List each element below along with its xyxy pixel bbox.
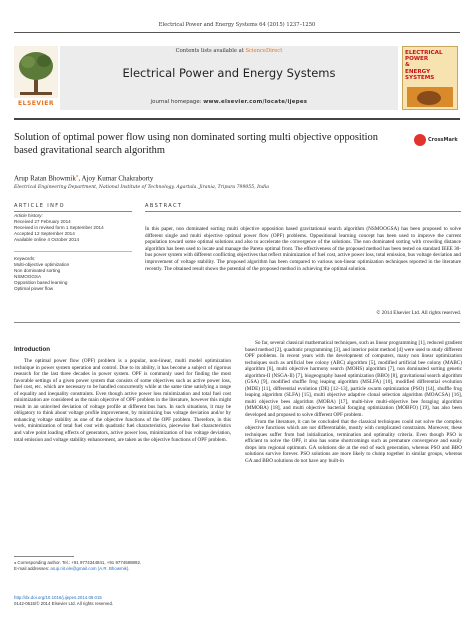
corresponding-author-mark[interactable]: ⁎ xyxy=(75,174,79,179)
corresponding-author-note: ⁎ Corresponding author. Tel.: +91 9774344841, +91 9774598892. xyxy=(14,560,142,565)
contents-prefix: Contents lists available at xyxy=(175,48,244,54)
header-rule xyxy=(14,118,460,120)
author-list xyxy=(14,173,153,182)
footnote xyxy=(14,560,234,571)
author-separator: , xyxy=(78,174,81,183)
keyword: NSMOOGSA xyxy=(14,274,42,279)
abstract-copyright: © 2014 Elsevier Ltd. All rights reserved. xyxy=(376,310,461,316)
abstract-text: In this paper, non dominated sorting multi objective opposition based gravitational search algorithm (NSMOOGSA) has been proposed to solve different single and multi objective optimal power flow (OPF) problems. Oppositional learning concept has been used to improve the current population toward some optimal solutions and also to accelerate the convergence of the solutions. The non dominated sorting with crowding distance algorithm has been used to locate and manage the Pareto optimal front. The effectiveness of the proposed method has been tested on standard IEEE 30-bus power system with different conflicting objectives that reflect minimization of fuel cost, active power loss, total emission, bus voltage deviation and improvement of voltage stability. The proposed algorithm has been compared to various non-linear optimization techniques reported in the literature recently. The obtained result shows the potential of the proposed method in achieving the optimal solution. xyxy=(145,226,461,272)
introduction-paragraph: From the literature, it can be concluded that the classical techniques could not solve the complex objective functions which are not differentiable, mostly with complicated constraints. Moreover, these techniques suffer from bad initialization, termination and optimality criteria. Even though PSO is efficient to solve the OPF, it also has some shortcomings such as premature convergence and easily drops into regional optimum. GA solutions die at the end of each generation, whereas PSO and BBO solutions survive forever. PSO solutions are more likely to clump together in similar groups, whereas GA and BBO solutions do not have any built-in xyxy=(245,418,462,464)
doi-link[interactable]: http://dx.doi.org/10.1016/j.ijepes.2014.09.015 xyxy=(14,595,102,600)
abstract-bottom-rule xyxy=(14,322,460,323)
homepage-label: journal homepage: xyxy=(150,99,202,105)
contents-available xyxy=(60,48,398,54)
article-info-heading: ARTICLE INFO xyxy=(14,203,65,209)
abstract-heading: ABSTRACT xyxy=(145,203,183,209)
history-item: Accepted 12 September 2014 xyxy=(14,231,75,236)
introduction-paragraph: So far, several classical mathematical techniques, such as linear programming [1], reduced gradient based method [2], quadratic programming [3], and interior point method [4] were used to study different OPF problems. In recent years with the development of computers, many non linear optimization techniques such as artificial bee colony (ABC) algorithm [5], modified artificial bee colony (MABC) algorithm [6], multi objective harmony search (MOHS) algorithm [7], non dominated sorting genetic algorithm-II (NSGA-II) [7], biogeography based optimization (BBO) [8], gravitational search algorithm (GSA) [9], modified shuffle frog leaping algorithm (MSLFA) [10], modified differential evolution (MDE) [11], differential evolution (DE) [12–13], particle swarm optimization (PSO) [14], shuffle frog leaping algorithm (SLFA) [15], multi objective adaptive clonal selection algorithm (MOACSA) [16], multi objective bees algorithm (MOBA) [17], multi-hive multi-objective bee foraging algorithm (MMOBA) [18], and multi objective bacterial foraging optimization (MOBFO) [19], has also been developed and proposed to solve different OPF problem. xyxy=(245,340,462,419)
keywords-label: Keywords: xyxy=(14,256,36,261)
footnote-rule xyxy=(14,556,74,557)
journal-cover-image xyxy=(402,46,458,110)
keyword: Opposition based learning xyxy=(14,280,68,285)
elsevier-tree-logo xyxy=(14,46,58,106)
email-line xyxy=(14,566,234,572)
journal-homepage xyxy=(60,99,398,105)
crossmark-label: CrossMark xyxy=(428,137,458,143)
cover-title-line: SYSTEMS xyxy=(405,74,435,81)
history-label: Article history: xyxy=(14,213,43,218)
keyword: Multi-objective optimization xyxy=(14,262,70,267)
keyword: Non dominated sorting xyxy=(14,268,61,273)
journal-title: Electrical Power and Energy Systems xyxy=(122,66,336,80)
author-name[interactable]: Ajoy Kumar Chakraborty xyxy=(81,174,154,183)
cover-title-line: ELECTRICAL xyxy=(405,50,443,56)
introduction-heading: Introduction xyxy=(14,346,51,353)
keyword: Optimal power flow xyxy=(14,286,54,291)
introduction-col1: The optimal power flow (OPF) problem is a popular, non-linear, multi model optimization technique in power system operation and control. Due to its ability, it has become a subject of rigorous research for the last three decades in power system. OPF is commonly used for finding the most favorable settings of a given power system that consists of some objectives such as active power loss, fuel cost, etc. which are necessary to be handled concurrently while at the same time satisfying a range of equality and inequality constraints. Even though active power loss minimization and total fuel cost minimization are considered as the main objective of OPF problem in the literature, however this might result in an uninvited deviation of voltage profile at different bus bars. In such situations, it may be obligatory to think about voltage profile improvement, by minimizing bus voltage deviation and/or by enhancing voltage stability as one of the objective functions of the OPF problem. Therefore, in this work, minimization of total fuel cost with quadratic fuel characteristics, piecewise fuel characteristics and valve point loading effects of generators, active power loss, minimization of bus voltage deviation, total emission and voltage stability enhancement, are taken as the objective functions of OPF problem. xyxy=(14,358,231,443)
introduction-col2 xyxy=(245,340,462,464)
sciencedirect-link[interactable]: ScienceDirect xyxy=(245,48,283,54)
article-info xyxy=(14,213,132,292)
rights-line: 0142-0615/© 2014 Elsevier Ltd. All rights reserved. xyxy=(14,600,114,606)
top-rule xyxy=(14,32,460,33)
history-item: Received in revised form 1 September 2014 xyxy=(14,225,104,230)
author-name[interactable]: Arup Ratan Bhowmik xyxy=(14,174,76,183)
cover-title xyxy=(405,50,455,81)
abstract-rule xyxy=(145,211,461,212)
article-info-rule xyxy=(14,211,132,212)
doi-block xyxy=(14,595,234,606)
history-item: Available online 4 October 2014 xyxy=(14,237,80,242)
cover-artwork-detail xyxy=(417,91,441,105)
history-item: Received 27 February 2014 xyxy=(14,219,71,224)
journal-reference: Electrical Power and Energy Systems 64 (2015) 1237–1250 xyxy=(158,22,316,28)
affiliation: Electrical Engineering Department, National Institute of Technology, Agartala, Jirania, Tripura 799055, India xyxy=(14,185,269,190)
crossmark-icon xyxy=(414,134,426,146)
homepage-url[interactable]: www.elsevier.com/locate/ijepes xyxy=(203,99,308,105)
keywords-divider xyxy=(14,243,132,252)
cover-title-line: & xyxy=(405,62,410,69)
cover-title-line: POWER xyxy=(405,56,429,63)
elsevier-wordmark: ELSEVIER xyxy=(18,100,54,107)
crossmark-badge[interactable] xyxy=(414,134,462,150)
email-label: E-mail addresses: xyxy=(14,565,50,571)
journal-header xyxy=(60,46,398,110)
paper-title: Solution of optimal power flow using non dominated sorting multi objective opposition based gravitational search algorithm xyxy=(14,132,378,156)
email-link[interactable]: arup.nit.ele@gmail.com (A.R. Bhowmik). xyxy=(50,565,130,571)
cover-title-line: ENERGY xyxy=(405,68,431,75)
